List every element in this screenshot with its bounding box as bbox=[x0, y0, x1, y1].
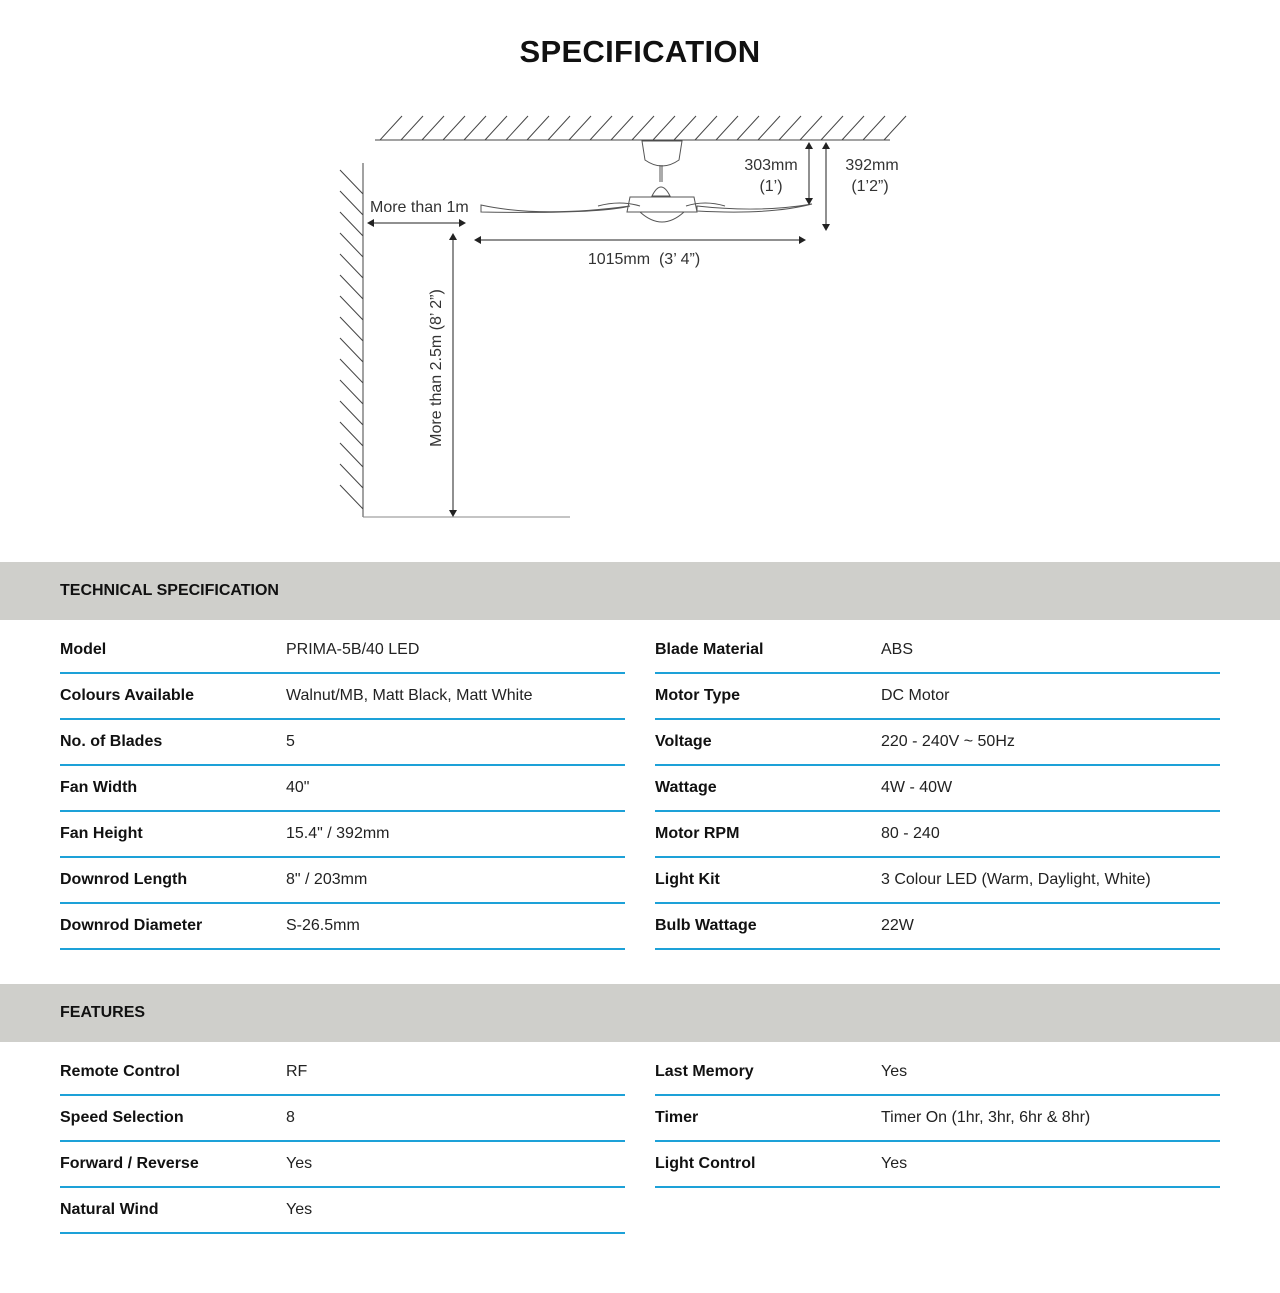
spec-value: Yes bbox=[286, 1201, 313, 1218]
spec-value: Yes bbox=[881, 1063, 908, 1080]
spec-value: 40" bbox=[286, 779, 310, 796]
spec-row bbox=[60, 1142, 625, 1188]
spec-row bbox=[655, 1142, 1220, 1188]
features-header bbox=[0, 984, 1280, 1042]
spec-row bbox=[655, 1096, 1220, 1142]
technical-spec-left-column bbox=[60, 628, 625, 950]
wall-clearance-label: More than 1m bbox=[370, 199, 469, 216]
spec-label: Bulb Wattage bbox=[655, 917, 757, 934]
dim-392-label: 392mm bbox=[845, 157, 899, 174]
spec-label: Remote Control bbox=[60, 1063, 180, 1080]
spec-value: Walnut/MB, Matt Black, Matt White bbox=[286, 687, 533, 704]
spec-label: Timer bbox=[655, 1109, 699, 1126]
spec-label: Blade Material bbox=[655, 641, 764, 658]
spec-value: 5 bbox=[286, 733, 295, 750]
spec-value: 8" / 203mm bbox=[286, 871, 368, 888]
technical-specification-header bbox=[0, 562, 1280, 620]
spec-label: No. of Blades bbox=[60, 733, 163, 750]
spec-value: 8 bbox=[286, 1109, 295, 1126]
spec-label: Fan Width bbox=[60, 779, 138, 796]
spec-value: PRIMA-5B/40 LED bbox=[286, 641, 420, 658]
spec-value: S-26.5mm bbox=[286, 917, 360, 934]
spec-label: Voltage bbox=[655, 733, 712, 750]
spec-label: Light Kit bbox=[655, 871, 720, 888]
dim-392-ft-label: (1’2”) bbox=[851, 178, 889, 195]
spec-row bbox=[655, 904, 1220, 950]
page-title: SPECIFICATION bbox=[519, 34, 761, 69]
spec-row bbox=[60, 812, 625, 858]
spec-row bbox=[655, 812, 1220, 858]
spec-value: 22W bbox=[881, 917, 914, 934]
width-label: 1015mm (3’ 4”) bbox=[587, 251, 701, 268]
spec-row bbox=[60, 1050, 625, 1096]
spec-row bbox=[655, 858, 1220, 904]
spec-row bbox=[60, 766, 625, 812]
spec-row bbox=[655, 766, 1220, 812]
dim-303-ft-label: (1’) bbox=[759, 178, 783, 195]
spec-row bbox=[655, 1050, 1220, 1096]
spec-value: Timer On (1hr, 3hr, 6hr & 8hr) bbox=[881, 1109, 1091, 1126]
dim-303-label: 303mm bbox=[744, 157, 798, 174]
spec-label: Colours Available bbox=[60, 687, 194, 704]
spec-label: Motor RPM bbox=[655, 825, 740, 842]
spec-label: Model bbox=[60, 641, 107, 658]
wall-hatch bbox=[340, 170, 363, 509]
section-title: TECHNICAL SPECIFICATION bbox=[60, 582, 279, 599]
spec-row bbox=[60, 628, 625, 674]
spec-label: Speed Selection bbox=[60, 1109, 184, 1126]
spec-value: 4W - 40W bbox=[881, 779, 953, 796]
spec-label: Downrod Diameter bbox=[60, 917, 203, 934]
spec-label: Wattage bbox=[655, 779, 717, 796]
spec-label: Forward / Reverse bbox=[60, 1155, 199, 1172]
spec-label: Natural Wind bbox=[60, 1201, 159, 1218]
spec-value: 3 Colour LED (Warm, Daylight, White) bbox=[881, 871, 1151, 888]
spec-row bbox=[655, 720, 1220, 766]
spec-value: RF bbox=[286, 1063, 308, 1080]
spec-value: ABS bbox=[881, 641, 914, 658]
floor-clearance-label: More than 2.5m (8’ 2”) bbox=[428, 289, 445, 447]
spec-label: Fan Height bbox=[60, 825, 143, 842]
spec-row bbox=[60, 858, 625, 904]
spec-row bbox=[60, 720, 625, 766]
spec-value: 15.4" / 392mm bbox=[286, 825, 390, 842]
features-left-column bbox=[60, 1050, 625, 1234]
spec-label: Last Memory bbox=[655, 1063, 754, 1080]
installation-diagram bbox=[0, 100, 1280, 530]
spec-value: DC Motor bbox=[881, 687, 950, 704]
spec-value: 220 - 240V ~ 50Hz bbox=[881, 733, 1015, 750]
spec-label: Motor Type bbox=[655, 687, 741, 704]
spec-row bbox=[60, 1188, 625, 1234]
spec-row bbox=[60, 904, 625, 950]
spec-label: Light Control bbox=[655, 1155, 756, 1172]
spec-value: Yes bbox=[881, 1155, 908, 1172]
features-right-column bbox=[655, 1050, 1220, 1188]
spec-value: Yes bbox=[286, 1155, 313, 1172]
spec-row bbox=[60, 1096, 625, 1142]
technical-spec-right-column bbox=[655, 628, 1220, 950]
spec-row bbox=[655, 628, 1220, 674]
spec-row bbox=[655, 674, 1220, 720]
section-title: FEATURES bbox=[60, 1004, 146, 1021]
spec-value: 80 - 240 bbox=[881, 825, 940, 842]
spec-label: Downrod Length bbox=[60, 871, 188, 888]
spec-row bbox=[60, 674, 625, 720]
ceiling-hatch bbox=[380, 116, 906, 140]
